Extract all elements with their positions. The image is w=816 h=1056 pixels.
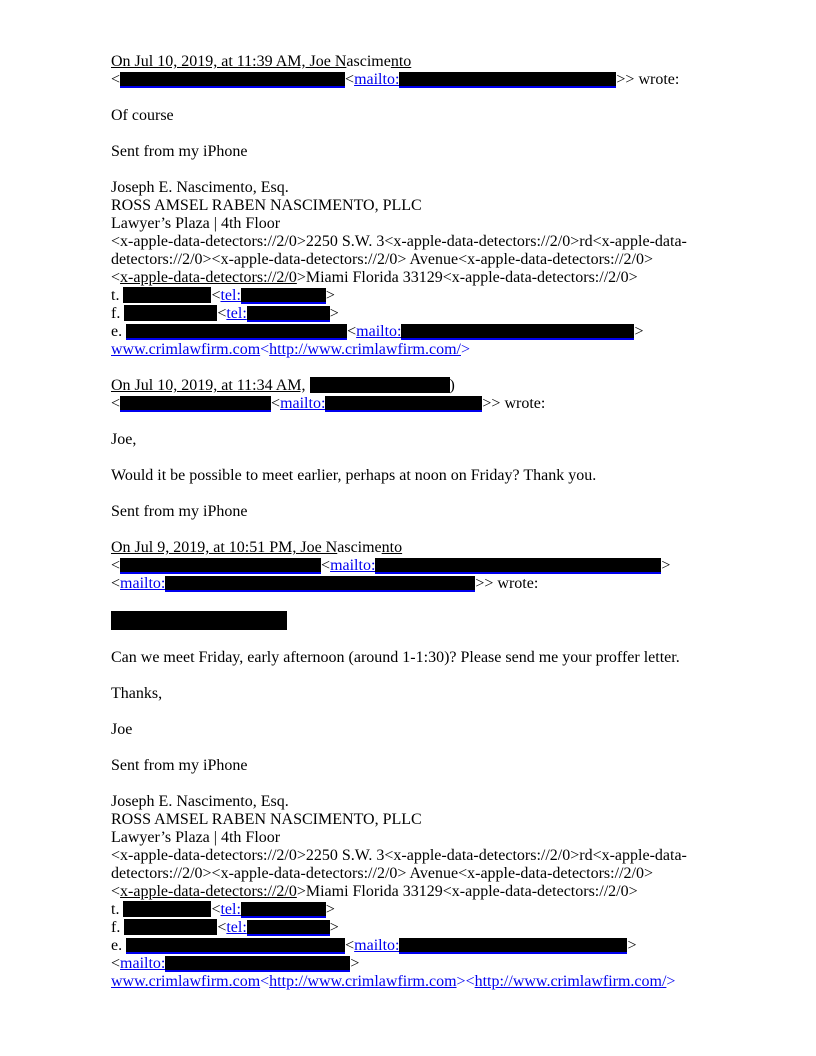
email-header-1	[111, 53, 756, 89]
body-text	[111, 721, 756, 739]
body-text	[111, 649, 756, 667]
text-segment: t.	[111, 287, 124, 304]
text-segment: Would it be possible to meet earlier, perhaps at noon on Friday? Thank you.	[111, 467, 597, 484]
text-segment: <	[217, 305, 227, 322]
underlined-text-segment: On Jul 10, 2019, at 11:34 AM,	[111, 377, 306, 394]
link-text[interactable]: mailto:	[280, 395, 326, 412]
text-segment: Lawyer’s Plaza | 4th Floor	[111, 829, 281, 846]
text-segment: >	[325, 901, 335, 918]
text-line	[111, 197, 756, 215]
text-line	[111, 757, 756, 775]
text-line	[111, 919, 756, 937]
redacted-line	[111, 611, 756, 631]
body-text	[111, 143, 756, 161]
link-bracket: ><	[456, 973, 475, 990]
body-text	[111, 107, 756, 125]
text-line	[111, 215, 756, 233]
link-text[interactable]: www.crimlawfirm.com	[111, 341, 261, 358]
redaction-bar	[123, 287, 211, 303]
text-line	[111, 179, 756, 197]
text-segment: t.	[111, 901, 124, 918]
text-segment: ascime	[346, 53, 391, 70]
text-segment: detectors://2/0><x-apple-data-detectors://2/0> Avenue<x-apple-data-detectors://2/0>	[111, 865, 653, 882]
underlined-text-segment: On Jul 10, 2019, at 11:39 AM, Joe N	[111, 53, 347, 70]
text-segment: <	[111, 395, 121, 412]
redacted-link-bar	[126, 324, 347, 340]
text-line	[111, 269, 756, 287]
link-text[interactable]: www.crimlawfirm.com	[111, 973, 261, 990]
text-line	[111, 649, 756, 667]
text-line	[111, 811, 756, 829]
redacted-link-bar	[120, 396, 271, 412]
link-text[interactable]: http://www.crimlawfirm.com/	[474, 973, 667, 990]
text-line	[111, 847, 756, 865]
email-header-2	[111, 377, 756, 413]
text-line	[111, 829, 756, 847]
body-text	[111, 685, 756, 703]
redacted-link-bar	[241, 902, 326, 918]
link-bracket: >	[460, 341, 471, 358]
text-segment: <	[111, 71, 121, 88]
link-text[interactable]: mailto:	[354, 937, 400, 954]
redacted-link-bar	[399, 938, 627, 954]
text-segment: Can we meet Friday, early afternoon (around 1-1:30)? Please send me your proffer letter.	[111, 649, 680, 666]
underlined-text-segment: x-apple-data-detectors://2/0	[120, 883, 297, 900]
text-line	[111, 883, 756, 901]
text-segment: <x-apple-data-detectors://2/0>2250 S.W. 3<x-apple-data-detectors://2/0>rd<x-apple-data-	[111, 233, 687, 250]
text-line	[111, 287, 756, 305]
text-segment: >	[325, 287, 335, 304]
text-segment: <	[345, 71, 355, 88]
redacted-link-bar	[325, 396, 482, 412]
redaction-block	[111, 611, 287, 630]
text-segment: e.	[111, 937, 127, 954]
redacted-link-bar	[126, 938, 345, 954]
text-segment: >	[627, 937, 637, 954]
text-segment: Sent from my iPhone	[111, 143, 248, 160]
text-segment: <	[271, 395, 281, 412]
text-segment: detectors://2/0><x-apple-data-detectors://2/0> Avenue<x-apple-data-detectors://2/0>	[111, 251, 653, 268]
redacted-link-bar	[165, 576, 475, 592]
body-text	[111, 431, 756, 449]
redacted-link-bar	[165, 956, 350, 972]
redacted-link-bar	[247, 306, 330, 322]
link-text[interactable]: mailto:	[354, 71, 400, 88]
text-line	[111, 323, 756, 341]
link-text[interactable]: mailto:	[330, 557, 376, 574]
underlined-text-segment: On Jul 9, 2019, at 10:51 PM, Joe N	[111, 539, 338, 556]
redaction-bar	[124, 305, 217, 321]
text-segment: ascime	[337, 539, 382, 556]
text-line	[111, 901, 756, 919]
text-segment: f.	[111, 919, 125, 936]
text-line	[111, 305, 756, 323]
text-line	[111, 557, 756, 575]
redacted-link-bar	[241, 288, 326, 304]
redaction-bar	[310, 377, 450, 393]
link-text[interactable]: tel:	[226, 305, 247, 322]
text-segment: <	[345, 937, 355, 954]
text-segment: <x-apple-data-detectors://2/0>2250 S.W. 3<x-apple-data-detectors://2/0>rd<x-apple-data-	[111, 847, 687, 864]
text-segment: f.	[111, 305, 125, 322]
text-segment: ROSS AMSEL RABEN NASCIMENTO, PLLC	[111, 811, 422, 828]
text-segment: )	[449, 377, 455, 394]
text-segment: >> wrote:	[616, 71, 680, 88]
text-segment: <	[211, 901, 221, 918]
link-text[interactable]: mailto:	[356, 323, 402, 340]
text-line	[111, 937, 756, 955]
text-line	[111, 341, 756, 359]
underlined-text-segment: nto	[381, 539, 403, 556]
body-text	[111, 503, 756, 521]
text-line	[111, 793, 756, 811]
text-segment: Of course	[111, 107, 174, 124]
text-segment: >	[329, 919, 339, 936]
text-line	[111, 71, 756, 89]
email-header-3	[111, 539, 756, 593]
text-line	[111, 467, 756, 485]
email-thread	[111, 53, 756, 991]
redacted-link-bar	[247, 920, 330, 936]
text-line	[111, 539, 756, 557]
text-line	[111, 611, 756, 631]
text-segment: <	[111, 955, 121, 972]
text-line	[111, 865, 756, 883]
text-segment: Lawyer’s Plaza | 4th Floor	[111, 215, 281, 232]
link-text[interactable]: tel:	[226, 919, 247, 936]
text-segment: <	[111, 575, 121, 592]
link-text[interactable]: http://www.crimlawfirm.com/	[269, 341, 461, 358]
link-bracket: <	[260, 341, 270, 358]
underlined-text-segment: nto	[390, 53, 412, 70]
text-segment: >> wrote:	[482, 395, 546, 412]
underlined-text-segment: x-apple-data-detectors://2/0	[120, 269, 297, 286]
text-segment: <	[111, 269, 121, 286]
text-segment: Joseph E. Nascimento, Esq.	[111, 793, 289, 810]
text-segment: >	[350, 955, 360, 972]
text-line	[111, 685, 756, 703]
text-segment: <	[111, 883, 121, 900]
text-line	[111, 53, 756, 71]
link-bracket: >	[666, 973, 676, 990]
redaction-bar	[123, 901, 211, 917]
redacted-link-bar	[401, 324, 634, 340]
text-line	[111, 395, 756, 413]
text-line	[111, 431, 756, 449]
text-segment: >Miami Florida 33129<x-apple-data-detectors://2/0>	[296, 883, 638, 900]
text-segment: Thanks,	[111, 685, 163, 702]
text-line	[111, 575, 756, 593]
text-segment: ROSS AMSEL RABEN NASCIMENTO, PLLC	[111, 197, 422, 214]
signature-block-1	[111, 179, 756, 359]
text-segment: >> wrote:	[475, 575, 539, 592]
text-line	[111, 107, 756, 125]
text-line	[111, 143, 756, 161]
text-segment: Joe,	[111, 431, 137, 448]
text-segment: >Miami Florida 33129<x-apple-data-detectors://2/0>	[296, 269, 638, 286]
body-text	[111, 467, 756, 485]
link-text[interactable]: mailto:	[120, 955, 166, 972]
text-segment: >	[661, 557, 671, 574]
text-line	[111, 377, 756, 395]
text-segment: Sent from my iPhone	[111, 757, 248, 774]
text-segment: <	[217, 919, 227, 936]
body-text	[111, 757, 756, 775]
redacted-link-bar	[399, 72, 616, 88]
signature-block-2	[111, 793, 756, 991]
text-line	[111, 973, 756, 991]
text-segment: Sent from my iPhone	[111, 503, 248, 520]
text-segment: <	[111, 557, 121, 574]
text-segment: >	[329, 305, 339, 322]
link-text[interactable]: tel:	[220, 287, 241, 304]
text-segment: Joseph E. Nascimento, Esq.	[111, 179, 289, 196]
text-segment: Joe	[111, 721, 133, 738]
text-segment: <	[321, 557, 331, 574]
redacted-link-bar	[375, 558, 661, 574]
link-text[interactable]: tel:	[220, 901, 241, 918]
text-segment: <	[211, 287, 221, 304]
redaction-bar	[124, 919, 217, 935]
text-line	[111, 721, 756, 739]
text-line	[111, 233, 756, 251]
link-text[interactable]: http://www.crimlawfirm.com	[269, 973, 457, 990]
text-line	[111, 251, 756, 269]
link-text[interactable]: mailto:	[120, 575, 166, 592]
text-line	[111, 955, 756, 973]
text-segment: >	[634, 323, 644, 340]
redacted-link-bar	[120, 72, 345, 88]
text-line	[111, 503, 756, 521]
redacted-link-bar	[120, 558, 321, 574]
link-bracket: <	[260, 973, 270, 990]
text-segment: <	[347, 323, 357, 340]
text-segment: e.	[111, 323, 127, 340]
